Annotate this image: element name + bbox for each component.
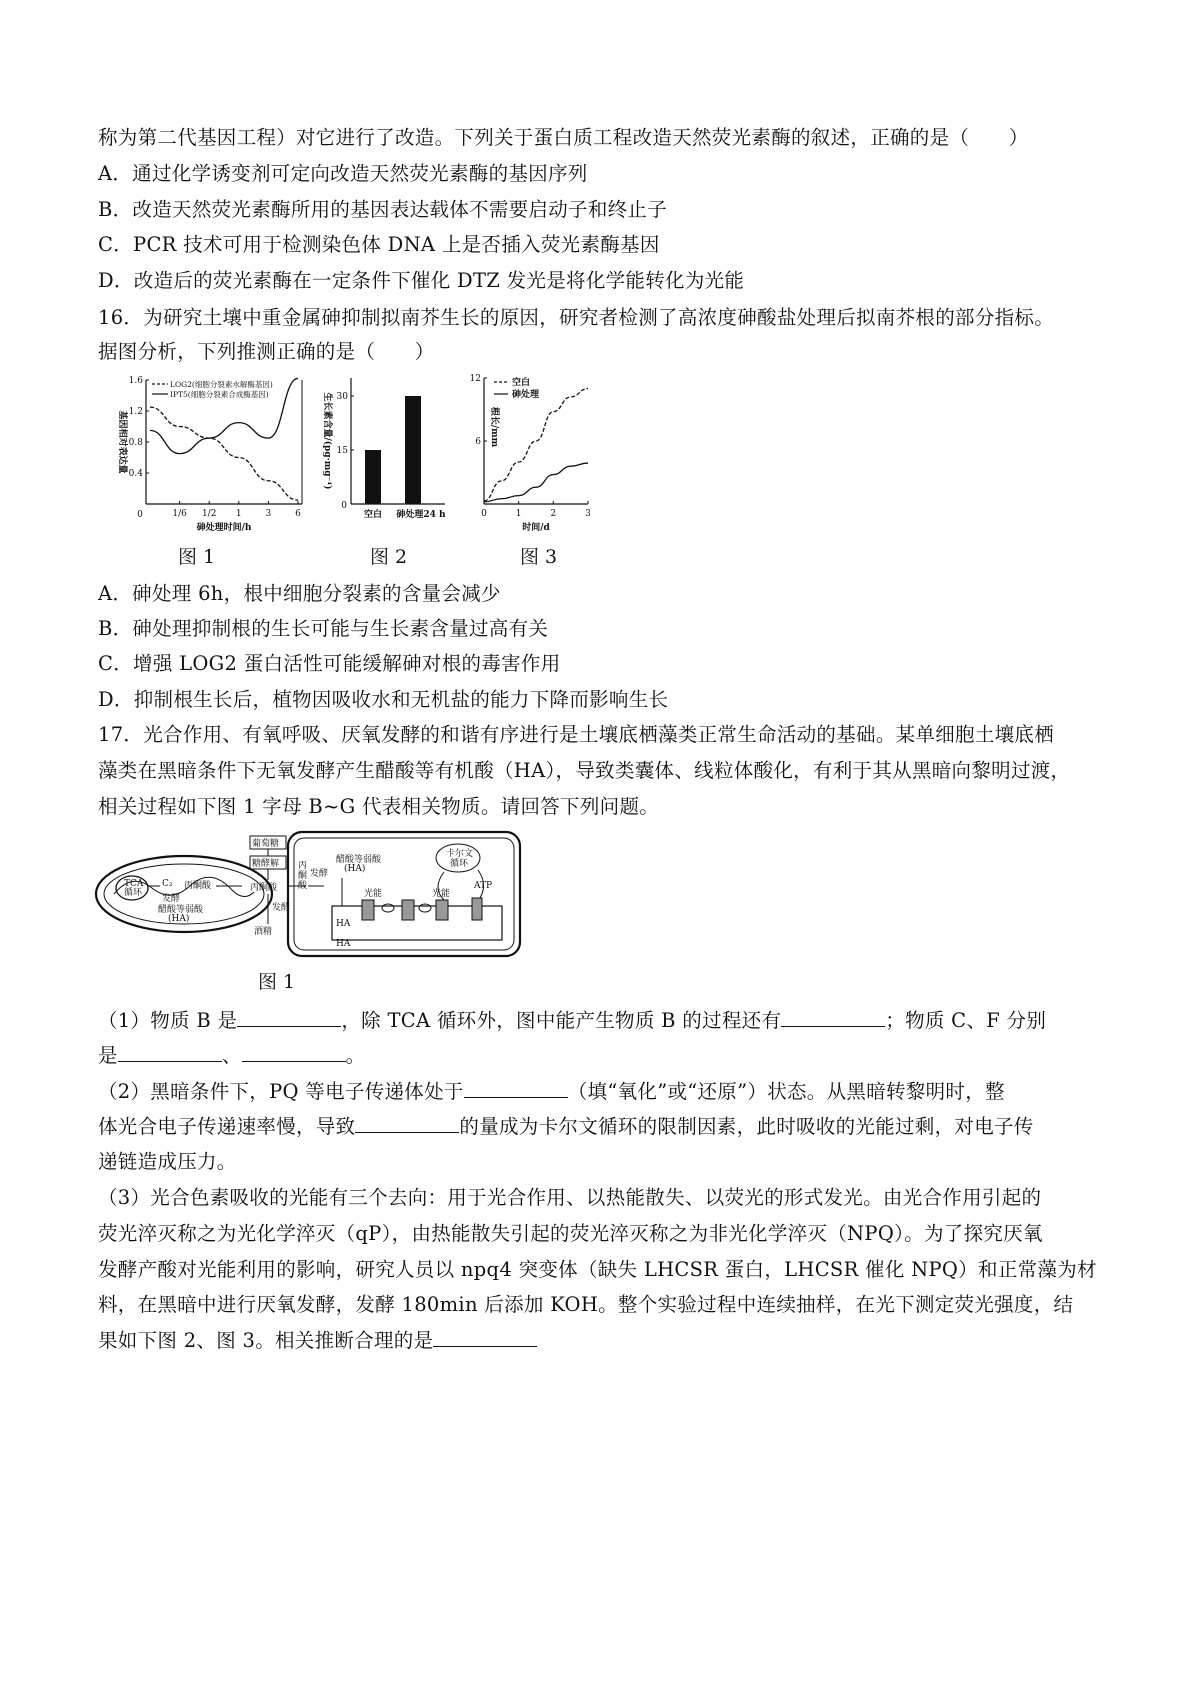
q16-option-d: D．抑制根生长后，植物因吸收水和无机盐的能力下降而影响生长 xyxy=(98,688,669,711)
tca-label: TCA xyxy=(124,879,144,889)
q17-part1-text-c: ；物质 C、F 分别 xyxy=(885,1009,1047,1032)
pyruvate-right-label: 丙 xyxy=(298,861,308,871)
pyruvate-right-label-3: 酸 xyxy=(298,881,308,891)
glucose-label: 葡萄糖 xyxy=(252,839,280,849)
chart2-origin-label: 0 xyxy=(341,501,347,511)
q16-stem-line2: 据图分析，下列推测正确的是（ ） xyxy=(98,340,435,363)
q17-part2-line1 xyxy=(98,1077,1118,1106)
chart1-y-tick-label: 1.6 xyxy=(128,376,143,386)
q17-part2-text-d: 的量成为卡尔文循环的限制因素，此时吸收的光能过剩，对电子传 xyxy=(459,1115,1034,1138)
chart2-category-label: 砷处理24 h xyxy=(396,510,446,520)
chart3-series-arsenic xyxy=(484,463,588,502)
q16-figure-3 xyxy=(460,370,610,535)
q17-part2-text-b: （填“氧化”或“还原”）状态。从黑暗转黎明时，整 xyxy=(567,1080,1005,1103)
q17-part3-line5 xyxy=(98,1326,1118,1355)
chloroplast-outer xyxy=(288,832,520,956)
ha-left-label-2: (HA) xyxy=(168,914,190,924)
calvin-label: 卡尔文 xyxy=(446,849,474,859)
q17-part1-text-d: 是 xyxy=(98,1044,118,1067)
chart3-x-tick-label: 0 xyxy=(481,509,487,519)
answer-blank-inference[interactable] xyxy=(433,1326,537,1347)
q17-stem-line2: 藻类在黑暗条件下无氧发酵产生醋酸等有机酸（HA），导致类囊体、线粒体酸化，有利于其从黑暗向黎明过渡， xyxy=(98,759,1071,782)
chart3-x-axis-label: 时间/d xyxy=(522,523,550,533)
chart3-y-tick-label: 6 xyxy=(475,437,481,447)
chart3-y-axis-label: 根长/mm xyxy=(489,406,499,448)
light-label-2: 光能 xyxy=(432,889,451,899)
q17-figure-caption: 图 1 xyxy=(258,971,296,993)
q15-option-a: A．通过化学诱变剂可定向改造天然荧光素酶的基因序列 xyxy=(98,162,588,185)
q16-option-b: B．砷处理抑制根的生长可能与生长素含量过高有关 xyxy=(98,617,549,640)
q16-stem-line1: 16．为研究土壤中重金属砷抑制拟南芥生长的原因，研究者检测了高浓度砷酸盐处理后拟南芥根的部分指标。 xyxy=(98,306,1055,329)
q17-part2-text-c: 体光合电子传递速率慢，导致 xyxy=(98,1115,356,1138)
chart1-x-tick-label: 3 xyxy=(265,509,272,519)
q16-figure-2 xyxy=(315,370,455,535)
chart1-x-axis-label: 砷处理时间/h xyxy=(196,523,252,533)
q17-part1-text-f: 。 xyxy=(345,1044,366,1067)
chart1-y-tick-label: 0.8 xyxy=(128,438,143,448)
q17-part2-text-a: （2）黑暗条件下，PQ 等电子传递体处于 xyxy=(98,1080,464,1103)
chart3-x-tick-label: 2 xyxy=(550,509,557,519)
chart2-y-tick-label: 30 xyxy=(336,392,348,402)
calvin-label-2: 循环 xyxy=(450,859,469,869)
q17-part3-text-last: 果如下图 2、图 3。相关推断合理的是 xyxy=(98,1329,434,1352)
answer-blank-f[interactable] xyxy=(242,1041,346,1062)
chart2-y-tick-label: 15 xyxy=(336,446,348,456)
q16-caption-3: 图 3 xyxy=(520,546,558,568)
q15-option-d: D．改造后的荧光素酶在一定条件下催化 DTZ 发光是将化学能转化为光能 xyxy=(98,269,745,292)
chart1-series-log2 xyxy=(150,407,298,500)
chart3-legend-label: 空白 xyxy=(512,378,531,388)
chart1-y-axis-label: 基因相对表达量 xyxy=(117,410,127,474)
chart1-legend-label: LOG2(细胞分裂素水解酶基因) xyxy=(170,380,273,389)
q17-part1-text-a: （1）物质 B 是 xyxy=(98,1009,238,1032)
ferment-middle-label: 发酵 xyxy=(272,903,291,913)
q16-figure-1 xyxy=(110,370,310,535)
chart1-y-tick-label: 0.4 xyxy=(128,469,143,479)
pyruvate-middle-label: 丙酮酸 xyxy=(250,883,278,893)
pyruvate-left-label: 丙酮酸 xyxy=(184,881,212,891)
q17-part1-text-e: 、 xyxy=(221,1044,242,1067)
chart3-legend-label: 砷处理 xyxy=(512,390,540,400)
chart1-x-tick-label: 1/2 xyxy=(201,509,217,519)
q17-stem-line1: 17．光合作用、有氧呼吸、厌氧发酵的和谐有序进行是土壤底栖藻类正常生命活动的基础。某单细胞土壤底栖 xyxy=(98,723,1055,746)
chart3-x-tick-label: 1 xyxy=(515,509,522,519)
chart1-legend-label: IPT5(细胞分裂素合成酶基因) xyxy=(170,390,269,399)
answer-blank-b[interactable] xyxy=(237,1006,341,1027)
q16-option-a: A．砷处理 6h，根中细胞分裂素的含量会减少 xyxy=(98,582,501,605)
c2-label: C₂ xyxy=(162,879,173,889)
chart2-bar xyxy=(405,396,421,504)
q16-option-c: C．增强 LOG2 蛋白活性可能缓解砷对根的毒害作用 xyxy=(98,652,561,675)
chart3-x-tick-label: 3 xyxy=(585,509,591,519)
q17-part3-line2: 荧光淬灭称之为光化学淬灭（qP），由热能散失引起的荧光淬灭称之为非光化学淬灭（NPQ）。为了探究厌氧 xyxy=(98,1222,1043,1245)
alcohol-label: 酒精 xyxy=(254,927,273,937)
q16-caption-1: 图 1 xyxy=(178,546,216,568)
ferment-left-label: 发酵 xyxy=(162,894,181,904)
ferment-right-label: 发酵 xyxy=(310,869,329,879)
q17-part1-line1 xyxy=(98,1006,1118,1035)
q15-option-b: B．改造天然荧光素酶所用的基因表达载体不需要启动子和终止子 xyxy=(98,198,668,221)
ha-left-label: 醋酸等弱酸 xyxy=(158,905,204,915)
glycolysis-label: 糖酵解 xyxy=(252,859,280,869)
chart1-x-tick-label: 6 xyxy=(295,509,301,519)
q17-cell-diagram xyxy=(92,828,524,960)
answer-blank-c[interactable] xyxy=(118,1041,222,1062)
ha-inner-label: HA xyxy=(336,919,351,929)
q17-part1-text-b: ，除 TCA 循环外，图中能产生物质 B 的过程还有 xyxy=(341,1009,782,1032)
answer-blank-limiting-factor[interactable] xyxy=(355,1112,459,1133)
q16-caption-2: 图 2 xyxy=(370,546,408,568)
q17-stem-line3: 相关过程如下图 1 字母 B~G 代表相关物质。请回答下列问题。 xyxy=(98,795,660,818)
ha-right-label-2: (HA) xyxy=(344,864,366,874)
answer-blank-b-process[interactable] xyxy=(781,1006,885,1027)
q17-part2-line2 xyxy=(98,1112,1118,1141)
chart2-bar xyxy=(365,450,381,504)
q17-part3-line4: 料，在黑暗中进行厌氧发酵，发酵 180min 后添加 KOH。整个实验过程中连续抽样，在光下测定荧光强度，结 xyxy=(98,1293,1074,1316)
light-label-1: 光能 xyxy=(364,889,383,899)
chart2-y-axis-label: 生长素含量/(pg·mg⁻¹) xyxy=(322,392,332,490)
atp-label: ATP xyxy=(474,881,493,891)
chart3-y-tick-label: 12 xyxy=(469,374,481,384)
q15-stem: 称为第二代基因工程）对它进行了改造。下列关于蛋白质工程改造天然荧光素酶的叙述，正确的是（ ） xyxy=(98,126,1029,149)
chart1-y-tick-label: 1.2 xyxy=(128,407,143,417)
ha-inner-label-2: HA xyxy=(336,939,351,949)
chart1-origin-label: 0 xyxy=(137,510,143,520)
chart1-x-tick-label: 1 xyxy=(235,509,242,519)
q17-part1-line2 xyxy=(98,1041,1118,1070)
chart1-x-tick-label: 1/6 xyxy=(172,509,187,519)
q17-part2-line3: 递链造成压力。 xyxy=(98,1150,237,1173)
answer-blank-pq-state[interactable] xyxy=(464,1077,568,1098)
q17-part3-line3: 发酵产酸对光能利用的影响，研究人员以 npq4 突变体（缺失 LHCSR 蛋白，LHCSR 催化 NPQ）和正常藻为材 xyxy=(98,1258,1097,1281)
q17-part3-line1: （3）光合色素吸收的光能有三个去向：用于光合作用、以热能散失、以荧光的形式发光。由光合作用引起的 xyxy=(98,1186,1042,1209)
tca-label-2: 循环 xyxy=(124,888,143,898)
q15-option-c: C．PCR 技术可用于检测染色体 DNA 上是否插入荧光素酶基因 xyxy=(98,233,660,256)
pyruvate-right-label-2: 酮 xyxy=(298,871,308,881)
ha-right-label: 醋酸等弱酸 xyxy=(336,855,382,865)
chart2-category-label: 空白 xyxy=(363,510,383,520)
